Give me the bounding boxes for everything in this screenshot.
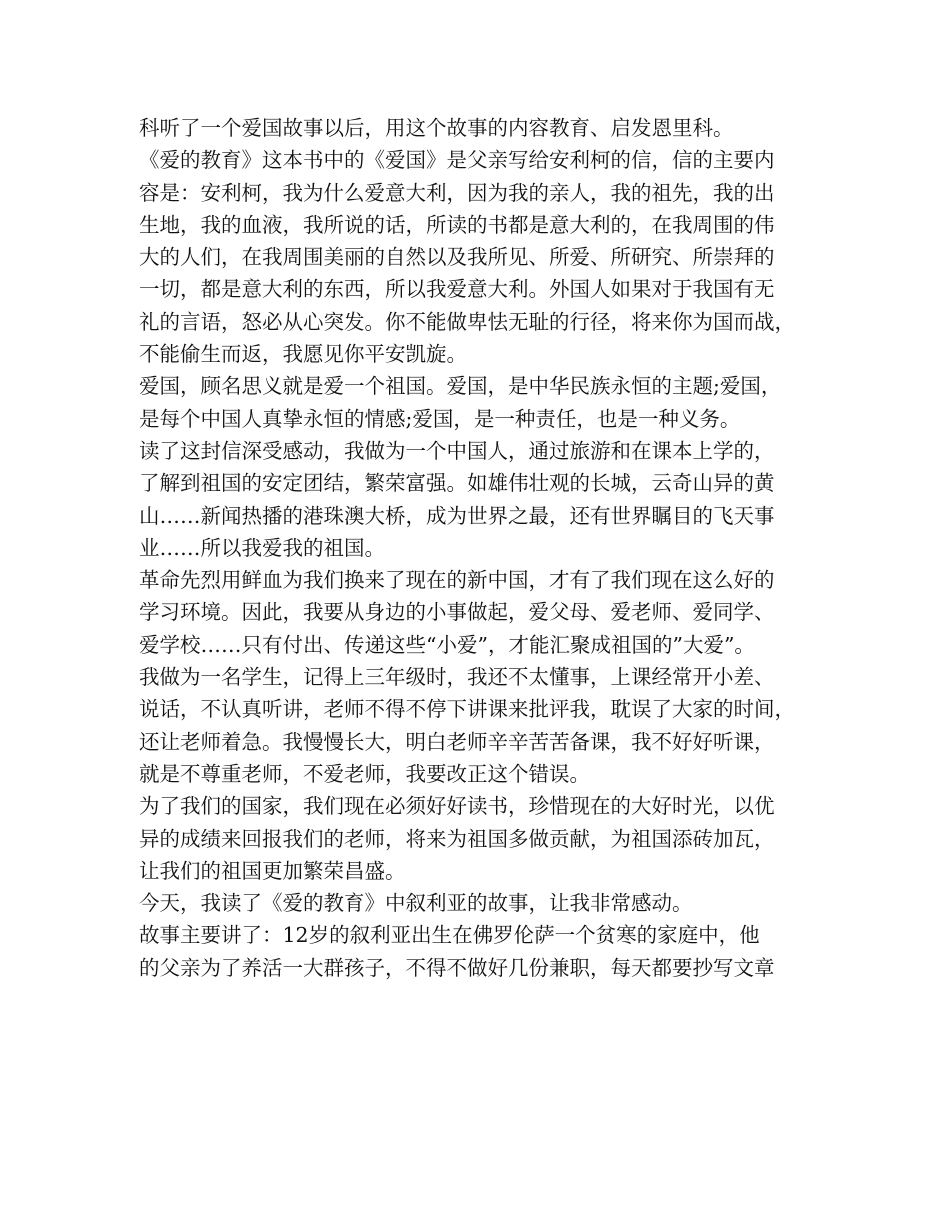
- text-line: 爱国，顾名思义就是爱一个祖国。爱国，是中华民族永恒的主题;爱国，: [139, 374, 782, 399]
- text-line: 就是不尊重老师，不爱老师，我要改正这个错误。: [139, 761, 590, 786]
- text-line: 容是：安利柯，我为什么爱意大利，因为我的亲人，我的祖先，我的出: [139, 180, 775, 205]
- text-line: 学习环境。因此，我要从身边的小事做起，爱父母、爱老师、爱同学、: [139, 600, 775, 625]
- text-line: 革命先烈用鲜血为我们换来了现在的新中国，才有了我们现在这么好的: [139, 568, 775, 593]
- text-line: 生地，我的血液，我所说的话，所读的书都是意大利的，在我周围的伟: [139, 212, 775, 237]
- text-line: 爱学校……只有付出、传递这些“小爱”，才能汇聚成祖国的”大爱”。: [139, 632, 755, 657]
- text-line: 不能偷生而返，我愿见你平安凯旋。: [139, 342, 467, 367]
- text-line: 了解到祖国的安定团结，繁荣富强。如雄伟壮观的长城，云奇山异的黄: [139, 471, 775, 496]
- text-line: 山……新闻热播的港珠澳大桥，成为世界之最，还有世界瞩目的飞天事: [139, 503, 775, 528]
- text-line: 的父亲为了养活一大群孩子，不得不做好几份兼职，每天都要抄写文章: [139, 955, 775, 980]
- text-line: 我做为一名学生，记得上三年级时，我还不太懂事，上课经常开小差、: [139, 665, 775, 690]
- text-line: 今天，我读了《爱的教育》中叙利亚的故事，让我非常感动。: [139, 891, 693, 916]
- text-line: 礼的言语，怒必从心突发。你不能做卑怯无耻的行径，将来你为国而战，: [139, 309, 795, 334]
- text-line: 科听了一个爱国故事以后，用这个故事的内容教育、启发恩里科。: [139, 116, 734, 140]
- text-line: 业……所以我爱我的祖国。: [139, 535, 385, 560]
- text-line: 读了这封信深受感动，我做为一个中国人，通过旅游和在课本上学的，: [139, 438, 775, 463]
- text-line: 为了我们的国家，我们现在必须好好读书，珍惜现在的大好时光，以优: [139, 794, 775, 819]
- text-line: 一切，都是意大利的东西，所以我爱意大利。外国人如果对于我国有无: [139, 277, 775, 302]
- text-line: 异的成绩来回报我们的老师，将来为祖国多做贡献，为祖国添砖加瓦，: [139, 826, 775, 851]
- text-line: 故事主要讲了：12岁的叙利亚出生在佛罗伦萨一个贫寒的家庭中，他: [139, 923, 760, 948]
- text-line: 让我们的祖国更加繁荣昌盛。: [139, 858, 406, 883]
- document-body-text: [139, 112, 819, 984]
- text-line: 还让老师着急。我慢慢长大，明白老师辛辛苦苦备课，我不好好听课，: [139, 729, 775, 754]
- text-line: 《爱的教育》这本书中的《爱国》是父亲写给安利柯的信，信的主要内: [139, 148, 775, 173]
- text-line: 说话，不认真听讲，老师不得不停下讲课来批评我，耽误了大家的时间，: [139, 697, 795, 722]
- text-line: 是每个中国人真挚永恒的情感;爱国，是一种责任，也是一种义务。: [139, 406, 741, 431]
- text-line: 大的人们，在我周围美丽的自然以及我所见、所爱、所研究、所崇拜的: [139, 245, 775, 270]
